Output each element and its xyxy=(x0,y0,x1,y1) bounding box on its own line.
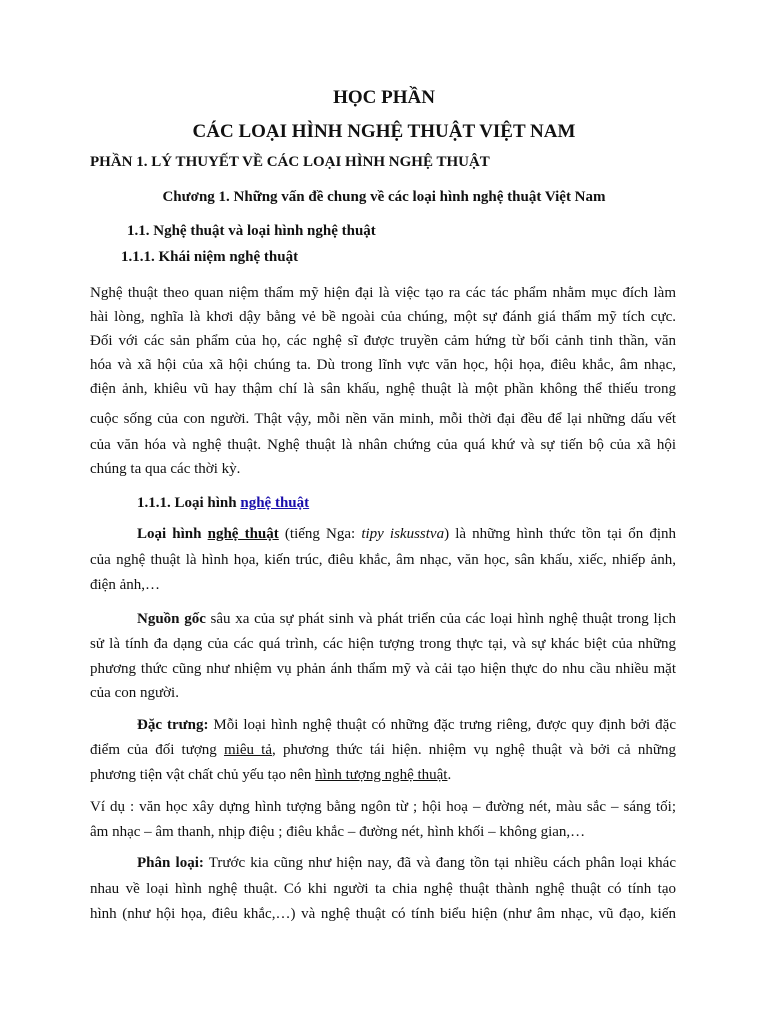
intro-line: cuộc sống của con người. Thật vậy, mỗi nền văn minh, mỗi thời đại đều để lại những dấu vết xyxy=(90,411,676,427)
intro-line: hóa và xã hội của xã hội chúng ta. Dù trong lĩnh vực văn học, hội họa, điêu khắc, âm nhạc, xyxy=(90,357,676,373)
intro-line-last: chúng ta qua các thời kỳ. xyxy=(90,461,241,477)
section-1-1-1-concept-heading: 1.1.1. Khái niệm nghệ thuật xyxy=(121,249,299,265)
nghe-thuat-link[interactable]: nghệ thuật xyxy=(240,495,310,511)
intro-line: điện ảnh, khiêu vũ hay thậm chí là sân khấu, nghệ thuật là một phần không thể thiếu trong xyxy=(90,381,676,397)
intro-line: Đối với các sản phẩm của họ, các nghệ sĩ được truyền cảm hứng từ bối cảnh tinh thần, văn xyxy=(90,333,676,349)
intro-line: của văn hóa và nghệ thuật. Nghệ thuật là nhân chứng của quá khứ và sự tiến bộ của xã hội xyxy=(90,437,676,453)
p5-bold-term: Phân loại: xyxy=(137,855,204,871)
p3-line3 xyxy=(90,766,451,784)
p1-line2: của nghệ thuật là hình họa, kiến trúc, điêu khắc, âm nhạc, văn học, sân khấu, xiếc, nhiếp ảnh, xyxy=(90,552,676,568)
p5-line2: nhau về loại hình nghệ thuật. Có khi người ta chia nghệ thuật thành nghệ thuật có tính tạo xyxy=(90,881,676,897)
p1-bold-underlined: nghệ thuật xyxy=(207,526,279,542)
p4-line1: Ví dụ : văn học xây dựng hình tượng bằng ngôn từ ; hội hoạ – đường nét, màu sắc – sáng tối; xyxy=(90,799,676,815)
p2-bold-term: Nguồn gốc xyxy=(137,611,206,627)
p3-l3-underlined: hình tượng nghệ thuật xyxy=(315,767,448,783)
p3-l2-text-2: , phương thức tái hiện. nhiệm vụ nghệ thuật và bởi cả những xyxy=(272,742,676,758)
p2-line2: sử là tính đa dạng của các quá trình, các hiện tượng trong thực tại, và sự khác biệt của những xyxy=(90,636,676,652)
p3-l3-text-2: . xyxy=(447,767,452,783)
p2-line3: phương thức cũng như nhiệm vụ phản ánh thẩm mỹ và cải tạo hiện thực do nhu cầu nhiều mặt xyxy=(90,661,676,677)
section-1-1-heading: 1.1. Nghệ thuật và loại hình nghệ thuật xyxy=(127,223,376,239)
p3-l2-text: điểm của đối tượng xyxy=(90,742,224,758)
p2-text: sâu xa của sự phát sinh và phát triển của các loại hình nghệ thuật trong lịch xyxy=(205,611,676,627)
p3-line2 xyxy=(90,741,676,759)
p1-text: (tiếng Nga: xyxy=(278,526,362,542)
p4-line2: âm nhạc – âm thanh, nhịp điệu ; điêu khắc – đường nét, hình khối – không gian,… xyxy=(90,824,586,840)
intro-line: hài lòng, nghĩa là khơi dậy bằng vẻ bề ngoài của chúng, một sự đánh giá thẩm mỹ tích cực. xyxy=(90,309,676,325)
p2-line1 xyxy=(137,610,676,628)
p3-text: Mỗi loại hình nghệ thuật có những đặc trưng riêng, được quy định bởi đặc xyxy=(208,717,676,733)
p3-l3-text: phương tiện vật chất chủ yếu tạo nên xyxy=(90,767,316,783)
p1-line1 xyxy=(137,525,676,543)
p1-bold-term: Loại hình xyxy=(137,526,208,542)
p5-line1 xyxy=(137,854,676,872)
p1-line3: điện ảnh,… xyxy=(90,577,160,593)
p1-italic: tipy iskusstva xyxy=(361,526,445,542)
course-title: CÁC LOẠI HÌNH NGHỆ THUẬT VIỆT NAM xyxy=(192,121,576,142)
p3-line1 xyxy=(137,716,676,734)
p1-text-2: ) là những hình thức tồn tại ổn định xyxy=(444,526,676,542)
p5-text: Trước kia cũng như hiện nay, đã và đang tồn tại nhiều cách phân loại khác xyxy=(203,855,676,871)
p3-bold-term: Đặc trưng: xyxy=(137,717,209,733)
part-heading: PHẦN 1. LÝ THUYẾT VỀ CÁC LOẠI HÌNH NGHỆ THUẬT xyxy=(90,154,490,170)
p2-line4: của con người. xyxy=(90,685,179,701)
course-label: HỌC PHẦN xyxy=(333,87,435,108)
intro-line: Nghệ thuật theo quan niệm thẩm mỹ hiện đại là việc tạo ra các tác phẩm nhằm mục đích làm xyxy=(90,285,676,301)
p5-line3: hình (như hội họa, điêu khắc,…) và nghệ thuật có tính biểu hiện (như âm nhạc, vũ đạo, kiến xyxy=(90,906,676,922)
section-heading-text: 1.1.1. Loại hình xyxy=(137,495,241,511)
section-1-1-1-types-heading xyxy=(137,494,309,512)
chapter-heading: Chương 1. Những vấn đề chung về các loại hình nghệ thuật Việt Nam xyxy=(162,189,606,205)
p3-l2-underlined: miêu tả xyxy=(223,742,272,758)
